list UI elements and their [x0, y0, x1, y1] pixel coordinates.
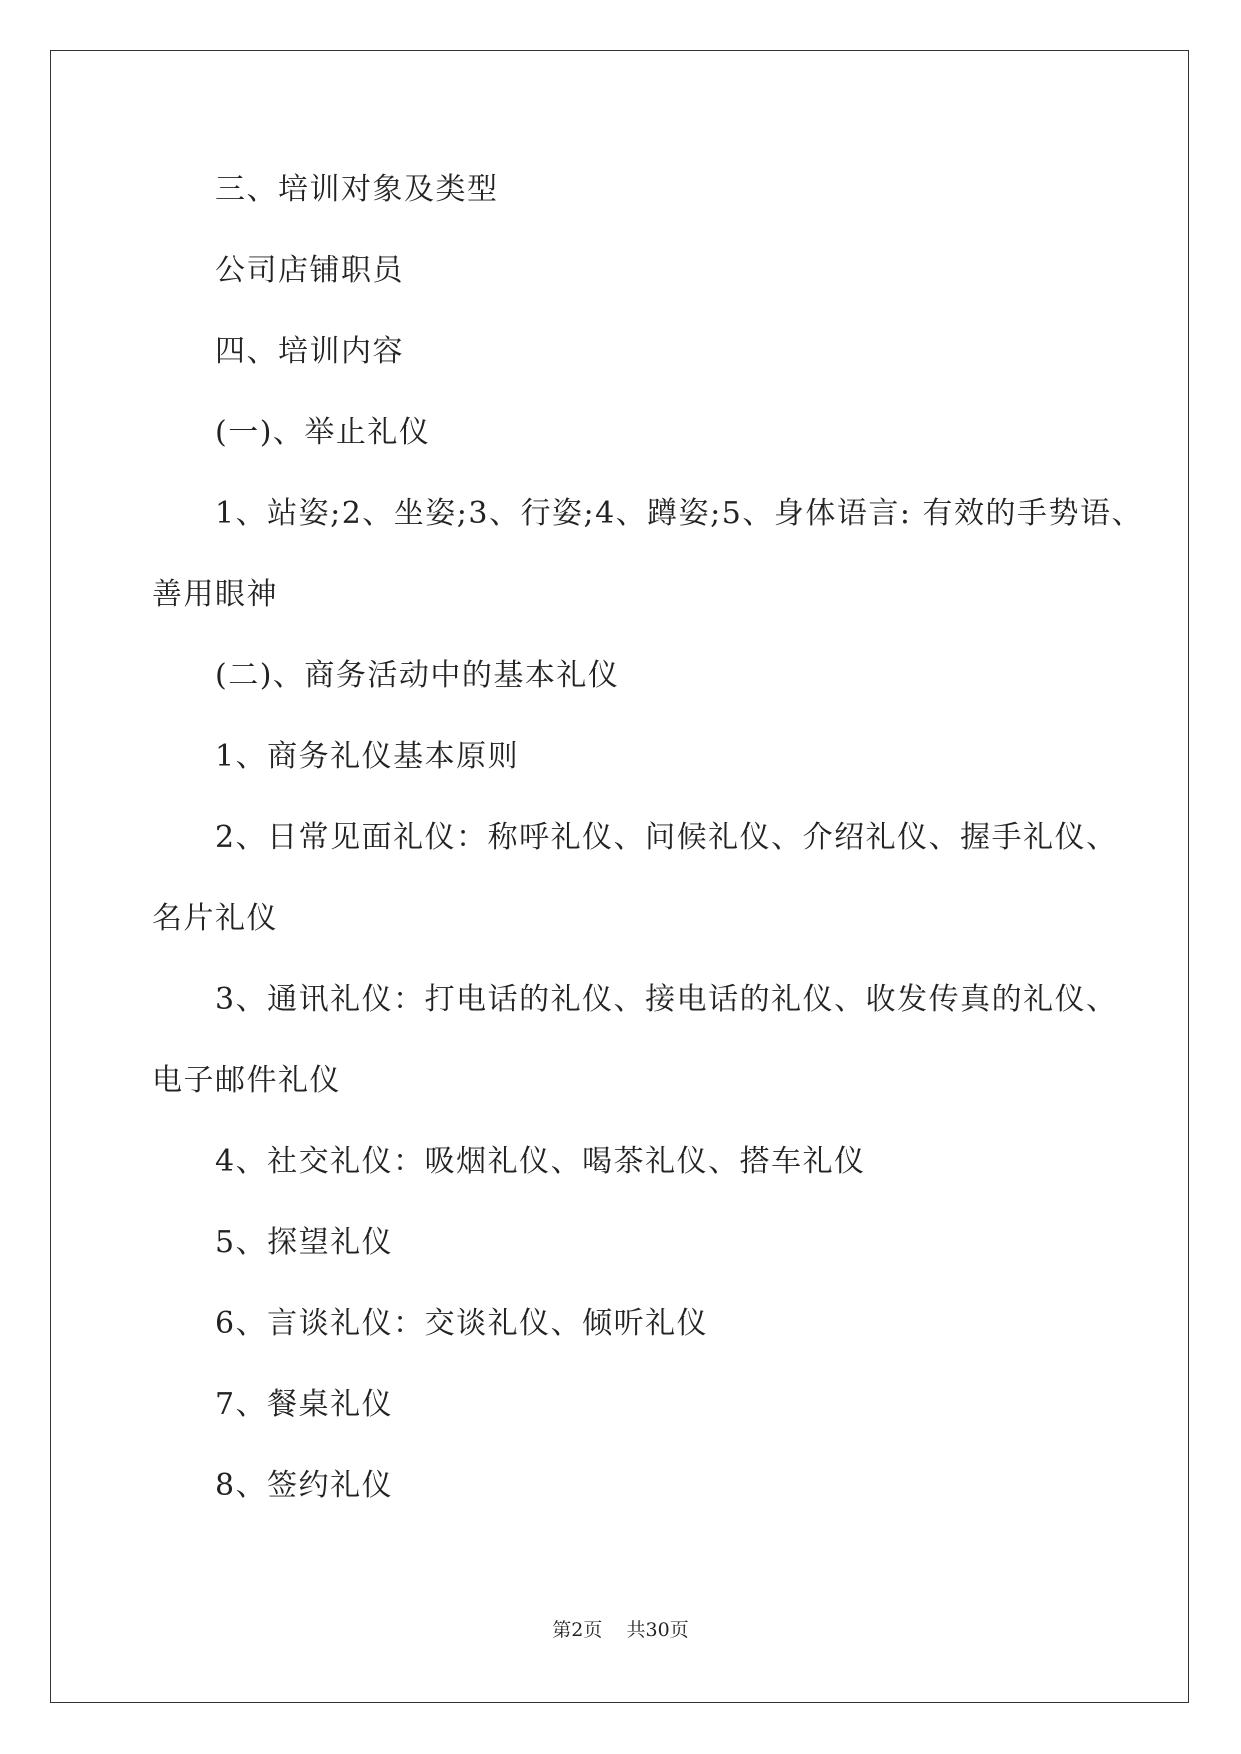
page-label-post: 页	[583, 1619, 603, 1641]
page-footer	[0, 1618, 1241, 1642]
paragraph: 公司店铺职员	[215, 253, 404, 288]
page-current: 2	[571, 1619, 584, 1641]
list-item: 3、通讯礼仪：打电话的礼仪、接电话的礼仪、收发传真的礼仪、	[215, 982, 1118, 1017]
paragraph-continuation: 善用眼神	[152, 577, 278, 612]
page-label-pre: 第	[552, 1619, 572, 1641]
list-item: 6、言谈礼仪：交谈礼仪、倾听礼仪	[215, 1306, 709, 1341]
paragraph: 1、站姿;2、坐姿;3、行姿;4、蹲姿;5、身体语言: 有效的手势语、	[215, 496, 1144, 531]
list-item: 2、日常见面礼仪：称呼礼仪、问候礼仪、介绍礼仪、握手礼仪、	[215, 820, 1118, 855]
list-item: 5、探望礼仪	[215, 1225, 394, 1260]
list-item: 8、签约礼仪	[215, 1468, 394, 1503]
subsection-heading-2: (二)、商务活动中的基本礼仪	[215, 658, 620, 693]
total-label-pre: 共	[626, 1619, 646, 1641]
list-item: 1、商务礼仪基本原则	[215, 739, 520, 774]
total-label-post: 页	[669, 1619, 689, 1641]
list-item: 4、社交礼仪：吸烟礼仪、喝茶礼仪、搭车礼仪	[215, 1144, 866, 1179]
subsection-heading-1: (一)、举止礼仪	[215, 415, 431, 450]
list-item-continuation: 电子邮件礼仪	[152, 1063, 341, 1098]
page-border	[50, 50, 1189, 1703]
list-item: 7、餐桌礼仪	[215, 1387, 394, 1422]
section-heading-4: 四、培训内容	[215, 334, 404, 369]
section-heading-3: 三、培训对象及类型	[215, 172, 499, 207]
list-item-continuation: 名片礼仪	[152, 901, 278, 936]
page-total: 30	[645, 1619, 670, 1641]
